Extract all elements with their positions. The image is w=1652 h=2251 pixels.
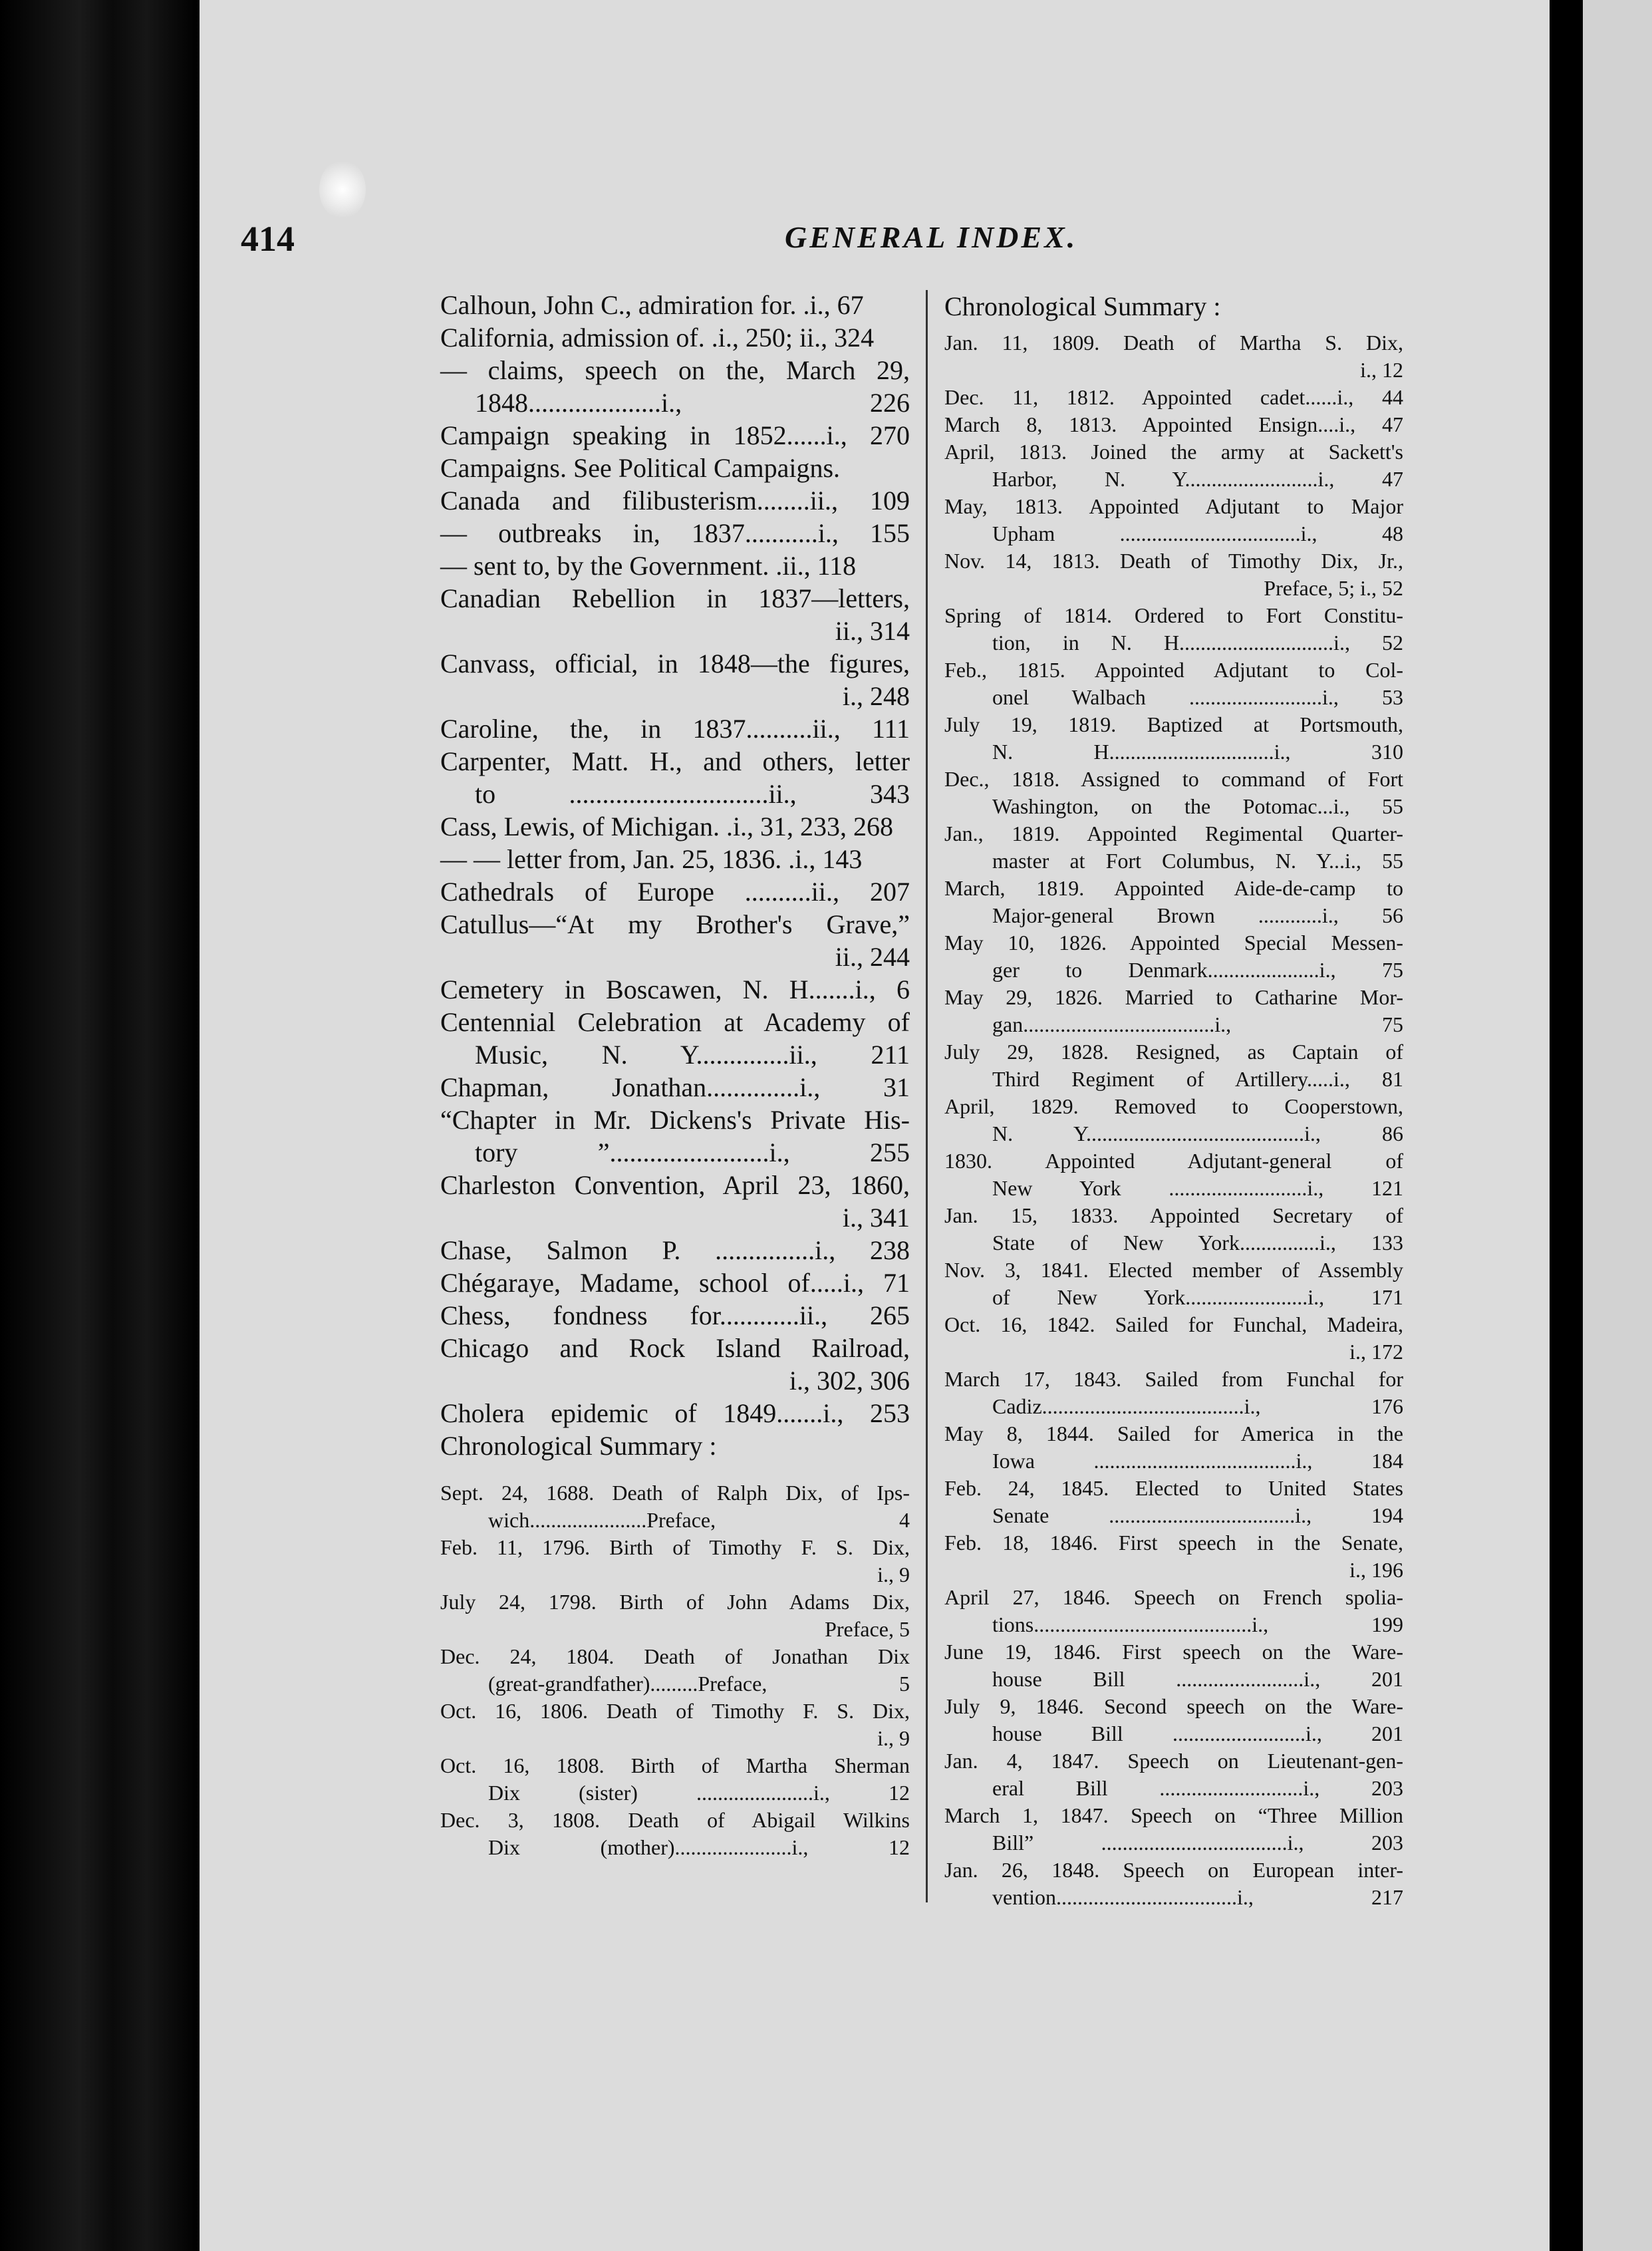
chron-entry — [440, 1534, 910, 1588]
chron-entry — [440, 1643, 910, 1698]
entry-line: May 8, 1844. Sailed for America in the — [944, 1422, 1403, 1445]
entry-continuation: tory ”........................i., 255 — [475, 1137, 910, 1167]
chron-entry — [944, 1857, 1403, 1911]
entry-line: 1830. Appointed Adjutant-general of — [944, 1149, 1403, 1173]
entry-continuation: i., 302, 306 — [789, 1366, 910, 1396]
entry-continuation: wich......................Preface, 4 — [488, 1508, 910, 1532]
entry-line: Jan. 11, 1809. Death of Martha S. Dix, — [944, 331, 1403, 355]
chron-entry — [944, 711, 1403, 766]
entry-continuation: i., 248 — [842, 681, 910, 711]
entry-continuation: tions.........................................i., 199 — [992, 1612, 1403, 1636]
chron-entry — [944, 602, 1403, 657]
facing-page-edge — [1583, 0, 1652, 2251]
entry-continuation: Iowa ......................................i., 184 — [992, 1449, 1403, 1473]
right-column — [944, 290, 1403, 1911]
entry-continuation: i., 172 — [1349, 1340, 1403, 1364]
index-entry — [440, 875, 910, 908]
chron-entry — [440, 1807, 910, 1861]
entry-line: March 8, 1813. Appointed Ensign....i., 47 — [944, 412, 1403, 436]
entry-line: April 27, 1846. Speech on French spolia- — [944, 1585, 1403, 1609]
index-entry — [440, 712, 910, 745]
entry-continuation: Major-general Brown ............i., 56 — [992, 903, 1403, 927]
chron-entry — [944, 1366, 1403, 1420]
left-chron-heading: Chronological Summary : — [440, 1431, 717, 1461]
entry-continuation: ger to Denmark.....................i., 75 — [992, 958, 1403, 982]
entry-line: Campaign speaking in 1852......i., 270 — [440, 420, 910, 450]
entry-line: Calhoun, John C., admiration for. .i., 67 — [440, 290, 864, 320]
entry-line: — claims, speech on the, March 29, — [440, 355, 910, 385]
chron-entry — [944, 1475, 1403, 1529]
entry-continuation: New York ..........................i., 121 — [992, 1176, 1403, 1200]
entry-continuation: i., 341 — [842, 1203, 910, 1233]
entry-continuation: Washington, on the Potomac...i., 55 — [992, 794, 1403, 818]
entry-line: Feb. 11, 1796. Birth of Timothy F. S. Dix, — [440, 1535, 910, 1559]
entry-continuation: of New York.......................i., 171 — [992, 1285, 1403, 1309]
chron-entry — [944, 1093, 1403, 1147]
chron-entry — [944, 1747, 1403, 1802]
chron-entry — [944, 766, 1403, 820]
entry-line: Chicago and Rock Island Railroad, — [440, 1333, 910, 1363]
index-entry — [440, 1104, 910, 1169]
entry-line: Dec., 1818. Assigned to command of Fort — [944, 767, 1403, 791]
entry-line: July 24, 1798. Birth of John Adams Dix, — [440, 1590, 910, 1614]
chron-entry — [944, 1257, 1403, 1311]
entry-line: Nov. 14, 1813. Death of Timothy Dix, Jr., — [944, 549, 1403, 573]
chron-entry — [440, 1479, 910, 1534]
chron-entry — [440, 1698, 910, 1752]
entry-continuation: Dix (sister) ......................i., 12 — [488, 1781, 910, 1805]
index-entry — [440, 1267, 910, 1299]
entry-continuation: (great-grandfather).........Preface, 5 — [488, 1672, 910, 1696]
entry-line: Cholera epidemic of 1849.......i., 253 — [440, 1398, 910, 1428]
left-chron-list — [440, 1479, 910, 1861]
entry-line: California, admission of. .i., 250; ii., 324 — [440, 323, 875, 353]
index-entry — [440, 419, 910, 452]
right-chron-list — [944, 329, 1403, 1911]
index-entry — [440, 452, 910, 484]
entry-continuation: Preface, 5; i., 52 — [1264, 576, 1403, 600]
chron-entry — [944, 1584, 1403, 1638]
chron-entry — [944, 493, 1403, 547]
chron-entry — [944, 657, 1403, 711]
entry-continuation: Third Regiment of Artillery.....i., 81 — [992, 1067, 1403, 1091]
entry-line: Cathedrals of Europe ..........ii., 207 — [440, 877, 910, 907]
entry-continuation: master at Fort Columbus, N. Y...i., 55 — [992, 849, 1403, 873]
index-entry — [440, 810, 910, 843]
entry-continuation: i., 12 — [1360, 358, 1403, 382]
chron-entry — [944, 411, 1403, 438]
entry-continuation: 1848....................i., 226 — [475, 388, 910, 418]
entry-continuation: Music, N. Y..............ii., 211 — [475, 1040, 910, 1070]
entry-continuation: Cadiz......................................i., 176 — [992, 1394, 1403, 1418]
index-entry — [440, 549, 910, 582]
entry-continuation: i., 196 — [1349, 1558, 1403, 1582]
chron-entry — [944, 875, 1403, 929]
chron-entry — [440, 1752, 910, 1807]
chron-entry — [944, 1802, 1403, 1857]
entry-line: May 29, 1826. Married to Catharine Mor- — [944, 985, 1403, 1009]
entry-line: Charleston Convention, April 23, 1860, — [440, 1170, 910, 1200]
index-entry — [440, 582, 910, 647]
entry-line: Oct. 16, 1842. Sailed for Funchal, Madeira, — [944, 1312, 1403, 1336]
entry-line: March, 1819. Appointed Aide-de-camp to — [944, 876, 1403, 900]
chron-entry — [944, 1420, 1403, 1475]
entry-continuation: gan....................................i., 75 — [992, 1012, 1403, 1036]
index-entry — [440, 647, 910, 712]
entry-continuation: ii., 314 — [835, 616, 910, 646]
entry-continuation: Bill” ...................................i., 203 — [992, 1831, 1403, 1855]
index-entry — [440, 354, 910, 419]
chron-entry — [944, 984, 1403, 1038]
entry-line: Chess, fondness for............ii., 265 — [440, 1300, 910, 1330]
entry-continuation: i., 9 — [877, 1563, 910, 1586]
entry-line: Feb. 18, 1846. First speech in the Senate, — [944, 1531, 1403, 1555]
index-entry — [440, 1299, 910, 1332]
entry-line: Spring of 1814. Ordered to Fort Constitu- — [944, 603, 1403, 627]
index-entry — [440, 1006, 910, 1071]
entry-continuation: N. H...............................i., 310 — [992, 740, 1403, 764]
entry-line: June 19, 1846. First speech on the Ware- — [944, 1640, 1403, 1664]
chron-entry — [944, 1038, 1403, 1093]
entry-continuation: i., 9 — [877, 1726, 910, 1750]
entry-line: May 10, 1826. Appointed Special Messen- — [944, 931, 1403, 955]
left-column — [440, 289, 910, 1861]
left-index-entries — [440, 289, 910, 1429]
entry-line: Dec. 11, 1812. Appointed cadet......i., 44 — [944, 385, 1403, 409]
index-entry — [440, 1397, 910, 1429]
entry-line: Dec. 24, 1804. Death of Jonathan Dix — [440, 1644, 910, 1668]
entry-line: Jan. 15, 1833. Appointed Secretary of — [944, 1203, 1403, 1227]
entry-continuation: Dix (mother)......................i., 12 — [488, 1835, 910, 1859]
index-entry — [440, 908, 910, 973]
entry-line: Cass, Lewis, of Michigan. .i., 31, 233, 268 — [440, 812, 894, 841]
entry-line: Centennial Celebration at Academy of — [440, 1007, 910, 1037]
chron-entry — [944, 1202, 1403, 1257]
entry-continuation: ii., 244 — [835, 942, 910, 972]
entry-line: Jan., 1819. Appointed Regimental Quarter- — [944, 822, 1403, 845]
entry-line: Chase, Salmon P. ...............i., 238 — [440, 1235, 910, 1265]
column-divider — [926, 290, 928, 1902]
chron-entry — [944, 547, 1403, 602]
entry-line: Jan. 26, 1848. Speech on European inter- — [944, 1858, 1403, 1882]
entry-line: Dec. 3, 1808. Death of Abigail Wilkins — [440, 1808, 910, 1832]
entry-line: Chapman, Jonathan..............i., 31 — [440, 1072, 910, 1102]
entry-continuation: eral Bill ...........................i., 203 — [992, 1776, 1403, 1800]
entry-continuation: tion, in N. H.............................i., 52 — [992, 631, 1403, 655]
entry-line: Canada and filibusterism........ii., 109 — [440, 486, 910, 516]
index-entry — [440, 745, 910, 810]
entry-line: April, 1829. Removed to Cooperstown, — [944, 1094, 1403, 1118]
entry-line: Sept. 24, 1688. Death of Ralph Dix, of Ips- — [440, 1481, 910, 1505]
chron-entry — [944, 1311, 1403, 1366]
entry-line: Feb., 1815. Appointed Adjutant to Col- — [944, 658, 1403, 682]
entry-continuation: to ..............................ii., 343 — [475, 779, 910, 809]
entry-line: Campaigns. See Political Campaigns. — [440, 453, 841, 483]
index-entry — [440, 1071, 910, 1104]
chron-entry — [944, 929, 1403, 984]
entry-continuation: Harbor, N. Y.........................i., 47 — [992, 467, 1403, 491]
entry-line: Caroline, the, in 1837..........ii., 111 — [440, 714, 910, 744]
entry-line: Cemetery in Boscawen, N. H.......i., 6 — [440, 975, 910, 1004]
entry-line: Oct. 16, 1806. Death of Timothy F. S. Dix, — [440, 1699, 910, 1723]
entry-line: Carpenter, Matt. H., and others, letter — [440, 746, 910, 776]
book-binding — [0, 0, 206, 2251]
index-entry — [440, 1234, 910, 1267]
index-entry — [440, 289, 910, 321]
entry-continuation: N. Y.........................................i., 86 — [992, 1122, 1403, 1145]
entry-continuation: house Bill .........................i., 201 — [992, 1722, 1403, 1745]
page-number: 414 — [241, 219, 295, 259]
entry-continuation: State of New York...............i., 133 — [992, 1231, 1403, 1255]
entry-continuation: onel Walbach .........................i., 53 — [992, 685, 1403, 709]
entry-line: — sent to, by the Government. .ii., 118 — [440, 551, 857, 581]
chron-entry — [944, 820, 1403, 875]
chron-entry — [944, 1147, 1403, 1202]
entry-continuation: house Bill ........................i., 201 — [992, 1667, 1403, 1691]
entry-line: Catullus—“At my Brother's Grave,” — [440, 909, 910, 939]
entry-continuation: Senate ...................................i., 194 — [992, 1503, 1403, 1527]
light-speck — [319, 160, 366, 220]
entry-line: Chégaraye, Madame, school of.....i., 71 — [440, 1268, 910, 1298]
entry-continuation: Preface, 5 — [825, 1617, 910, 1641]
chron-entry — [944, 384, 1403, 411]
chron-entry — [440, 1588, 910, 1643]
index-entry — [440, 484, 910, 517]
entry-line: Nov. 3, 1841. Elected member of Assembly — [944, 1258, 1403, 1282]
running-head: GENERAL INDEX. — [785, 220, 1078, 254]
entry-continuation: vention..................................i., 217 — [992, 1885, 1403, 1909]
entry-line: July 9, 1846. Second speech on the Ware- — [944, 1694, 1403, 1718]
index-entry — [440, 321, 910, 354]
entry-line: — outbreaks in, 1837...........i., 155 — [440, 518, 910, 548]
entry-line: March 1, 1847. Speech on “Three Million — [944, 1803, 1403, 1827]
entry-line: Jan. 4, 1847. Speech on Lieutenant-gen- — [944, 1749, 1403, 1773]
entry-line: Canadian Rebellion in 1837—letters, — [440, 583, 910, 613]
right-chron-heading: Chronological Summary : — [944, 291, 1221, 321]
entry-line: — — letter from, Jan. 25, 1836. .i., 143 — [440, 844, 863, 874]
entry-line: Feb. 24, 1845. Elected to United States — [944, 1476, 1403, 1500]
entry-line: April, 1813. Joined the army at Sackett's — [944, 440, 1403, 464]
chron-entry — [944, 1638, 1403, 1693]
entry-line: July 19, 1819. Baptized at Portsmouth, — [944, 712, 1403, 736]
entry-line: Canvass, official, in 1848—the figures, — [440, 649, 910, 678]
entry-line: March 17, 1843. Sailed from Funchal for — [944, 1367, 1403, 1391]
index-entry — [440, 517, 910, 549]
index-entry — [440, 1332, 910, 1397]
chron-entry — [944, 1529, 1403, 1584]
index-entry — [440, 973, 910, 1006]
index-entry — [440, 843, 910, 875]
entry-line: July 29, 1828. Resigned, as Captain of — [944, 1040, 1403, 1064]
entry-line: May, 1813. Appointed Adjutant to Major — [944, 494, 1403, 518]
chron-entry — [944, 329, 1403, 384]
index-entry — [440, 1169, 910, 1234]
entry-continuation: Upham ..................................i., 48 — [992, 522, 1403, 545]
entry-line: Oct. 16, 1808. Birth of Martha Sherman — [440, 1753, 910, 1777]
entry-line: “Chapter in Mr. Dickens's Private His- — [440, 1105, 910, 1135]
chron-entry — [944, 438, 1403, 493]
chron-entry — [944, 1693, 1403, 1747]
